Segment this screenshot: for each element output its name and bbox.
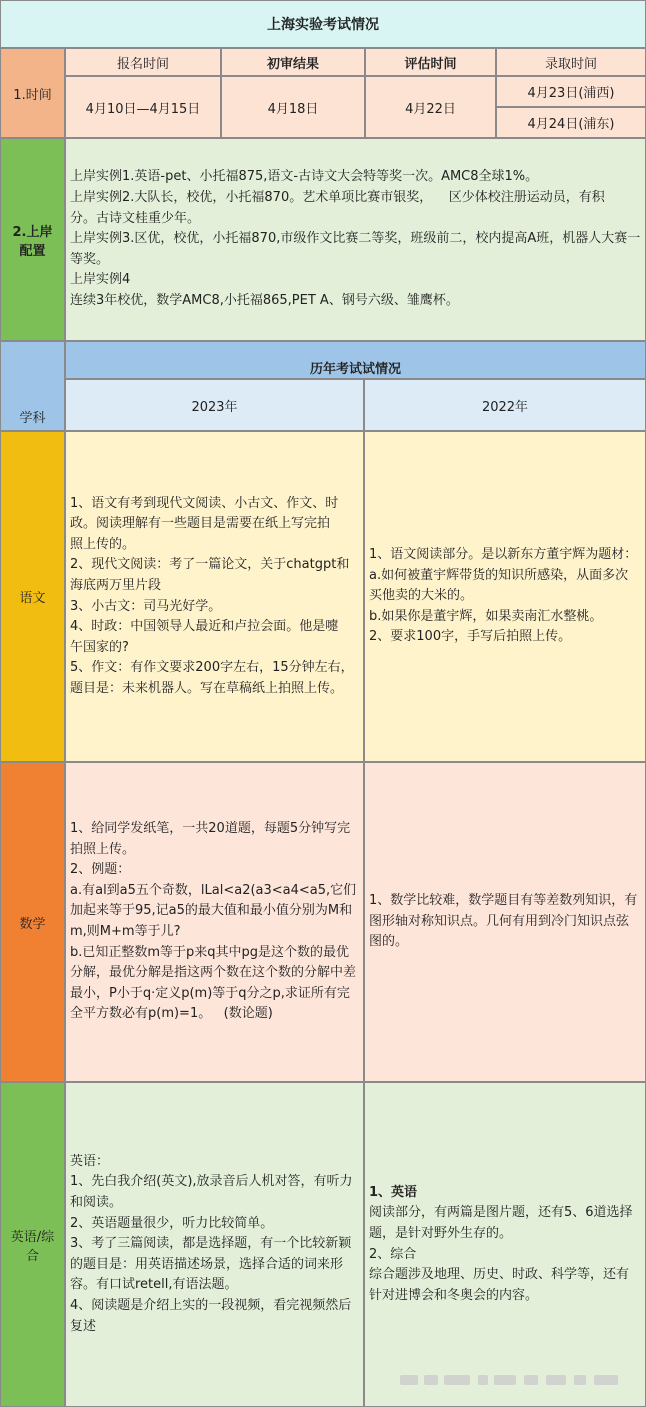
english-2023-text: 英语： 1、先白我介绍(英文),放录音后人机对答，有听力和阅读。 2、英语题量很少，听力比较简单。 3、考了三篇阅读，都是选择题，有一个比较新颖的题目是：用英语描述场景，选择合适的词来形容。有口试retell,有语法题。 4、阅读题是介绍上实的一段视频，看完视频然后复述 [70,1153,353,1334]
subject-math-2023 [65,762,364,1082]
subject-header-text: 学科 [19,411,46,426]
chinese-2023-text: 1、语文有考到现代文阅读、小古文、作文、时 政。阅读理解有一些题目是需要在纸上写完拍 照上传的。 2、现代文阅读：考了一篇论文，关于chatgpt和海底两万里片段 3、小古文：司马光好学。 4、时政：中国领导人最近和卢拉会面。他是嚏 午国家的? 5、作文：有作文要求200字左右，15分钟左右，题目是：未来机器人。写在草稿纸上拍照上传。 [70,495,354,696]
subject-english-label: 英语/综 合 [0,1082,65,1407]
subject-header [0,341,65,431]
table-title: 上海实验考试情况 [0,0,646,48]
year-2022: 2022年 [364,379,646,431]
math-2023-text: 1、给同学发纸笔，一共20道题，每题5分钟写完拍照上传。 2、例题： a.有al到a5五个奇数，lLal<a2(a3<a4<a5,它们加起来等于95,记a5的最大值和最小值分别为M和m,则M+m等于儿? b.已知正整数m等于p来q其中pg是这个数的最优分解，最优分解是指这两个数在这个数的分解中差最小，P小于q·定义p(m)等于q分之p,求证所有完全平方数必有p(m)=1。 (数论题) [70,821,357,1022]
header-signup: 报名时间 [65,48,221,76]
subject-chinese-2022 [364,431,646,762]
history-title: 历年考试试情况 [65,341,646,379]
chinese-2022-text: 1、语文阅读部分。是以新东方董宇辉为题材： a.如何被董宇辉带货的知识所感染，从面多次 买他卖的大米的。 b.如果你是董宇辉，如果卖南汇水整桃。 2、要求100字，手写后拍照上传。 [369,547,638,645]
value-admission-puxi: 4月23日(浦西) [496,76,646,107]
english-2022-text: 阅读部分，有两篇是图片题，还有5、6道选择题，是针对野外生存的。 2、综合 综合题涉及地理、历史、时政、科学等，还有针对进博会和冬奥会的内容。 [369,1205,633,1303]
watermark-blur [400,1372,640,1388]
value-admission-pudong: 4月24日(浦东) [496,107,646,138]
subject-chinese-label: 语文 [0,431,65,762]
header-review: 初审结果 [221,48,365,76]
subject-math-label: 数学 [0,762,65,1082]
math-2022-text: 1、数学比较难，数学题目有等差数列知识，有图形轴对称知识点。几何有用到冷门知识点弦图的。 [369,893,638,950]
config-label: 2.上岸 配置 [0,138,65,341]
config-text: 上岸实例1.英语-pet、小托福875,语文-古诗文大会特等奖一次。AMC8全球1%。 上岸实例2.大队长，校优，小托福870。艺术单项比赛市银奖， 区少体校注册运动员，有积 分。古诗文桂重少年。 上岸实例3.区优，校优，小托福870,市级作文比赛二等奖，班级前二，校内提高A班，机器人大赛一等奖。 上岸实例4 连续3年校优，数学AMC8,小托福865,PET A、钢号六级、雏鹰杯。 [70,169,641,308]
subject-math-2022 [364,762,646,1082]
subject-english-2022 [364,1082,646,1407]
config-body [65,138,646,341]
header-evaluation: 评估时间 [365,48,496,76]
subject-english-2023 [65,1082,364,1407]
year-2023: 2023年 [65,379,364,431]
value-review: 4月18日 [221,76,365,138]
value-signup: 4月10日—4月15日 [65,76,221,138]
english-2022-heading: 1、英语 [369,1184,418,1200]
header-admission: 录取时间 [496,48,646,76]
time-label: 1.时间 [0,48,65,138]
subject-chinese-2023 [65,431,364,762]
value-evaluation: 4月22日 [365,76,496,138]
